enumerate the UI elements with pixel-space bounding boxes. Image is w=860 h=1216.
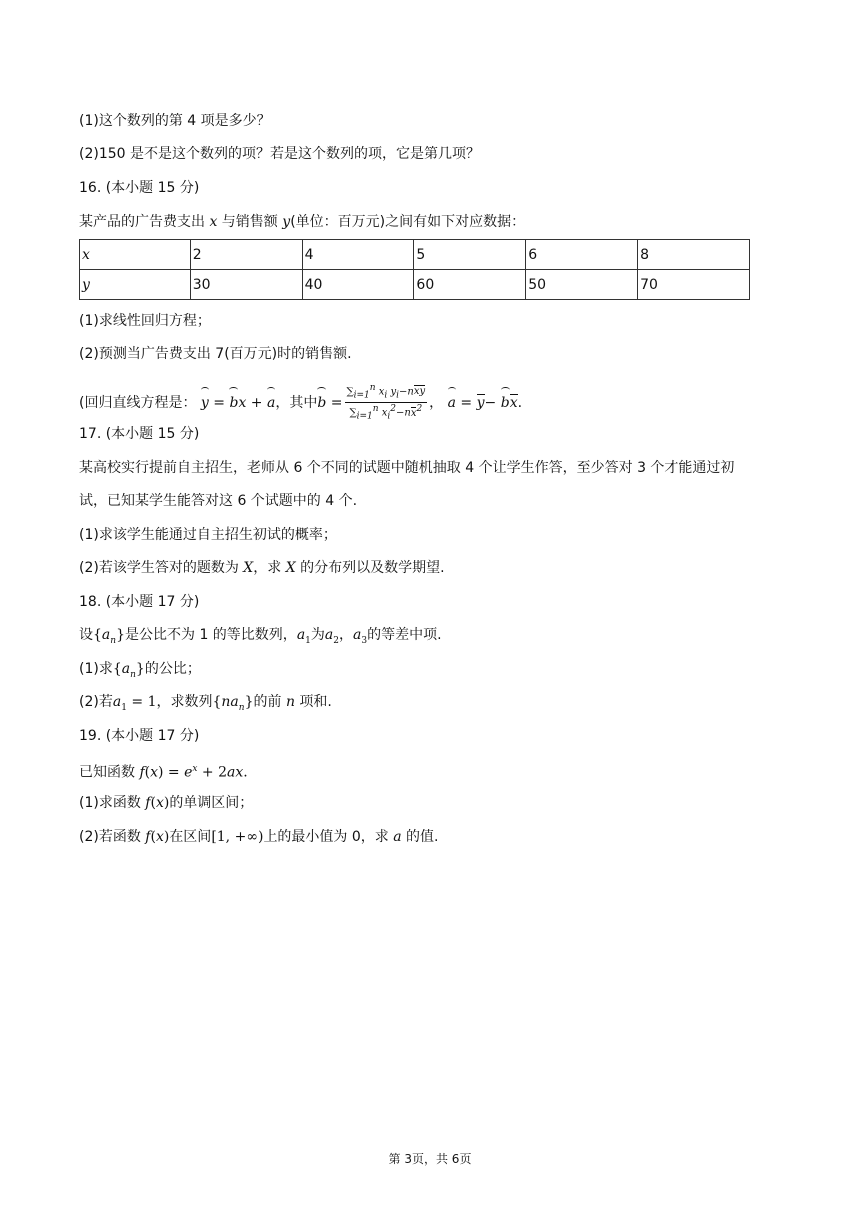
table-cell: 40 [302, 270, 414, 300]
table-row-x [80, 240, 750, 270]
q17-part2: (2)若该学生答对的题数为 X，求 X 的分布列以及数学期望. [79, 560, 445, 576]
table-cell: 6 [526, 240, 638, 270]
table-cell: 70 [638, 270, 750, 300]
table-cell: 30 [190, 270, 302, 300]
q16-part1: (1)求线性回归方程； [79, 313, 211, 329]
q17-header: 17. (本小题 15 分) [79, 426, 200, 442]
q15-part1: (1)这个数列的第 4 项是多少？ [79, 113, 271, 129]
q18-part1: (1)求$\{a_n\}$的公比； [79, 661, 201, 680]
page-number: 第 3页，共 6页 [388, 1152, 472, 1166]
q15-part2: (2)150 是不是这个数列的项？若是这个数列的项，它是第几项？ [79, 146, 481, 162]
q16-header: 16. (本小题 15 分) [79, 180, 200, 196]
q17-part1: (1)求该学生能通过自主招生初试的概率； [79, 527, 337, 543]
q19-part2: (2)若函数 f(x)在区间[1, +∞)上的最小值为 0，求 a 的值. [79, 829, 439, 845]
table-cell: 5 [414, 240, 526, 270]
table-cell: 4 [302, 240, 414, 270]
data-table [79, 239, 750, 300]
q17-line1: 某高校实行提前自主招生，老师从 6 个不同的试题中随机抽取 4 个让学生作答，至少答对 3 个才能通过初 [79, 460, 735, 476]
table-cell: 8 [638, 240, 750, 270]
table-row-y [80, 270, 750, 300]
q19-part1: (1)求函数 f(x)的单调区间； [79, 795, 254, 811]
table-cell: y [80, 270, 191, 300]
q19-header: 19. (本小题 17 分) [79, 728, 200, 744]
q18-intro: 设$\{a_n\}$是公比不为 1 的等比数列，$a_1$为$a_2$，$a_3$的等差中项. [79, 627, 442, 646]
q16-intro: 某产品的广告费支出 x 与销售额 y(单位：百万元)之间有如下对应数据： [79, 214, 526, 230]
table-cell: x [80, 240, 191, 270]
q16-part2: (2)预测当广告费支出 7(百万元)时的销售额. [79, 346, 352, 362]
table-cell: 60 [414, 270, 526, 300]
q19-intro: 已知函数 $f(x) = e^x + 2ax$. [79, 764, 248, 781]
q18-header: 18. (本小题 17 分) [79, 594, 200, 610]
q17-line2: 试，已知某学生能答对这 6 个试题中的 4 个. [79, 493, 358, 509]
table-cell: 50 [526, 270, 638, 300]
table-cell: 2 [190, 240, 302, 270]
q18-part2: (2)若$a_1 = 1$，求数列$\{na_n\}$的前 n 项和. [79, 694, 332, 713]
q16-hint-formula: (回归直线方程是： y = bx + a，其中b = $\frac{\sum_{i=1}^n x_i y_i-nxy}{\sum_{i=1}^n x_i^2-nx^2}$ ， a = y− bx. [79, 383, 523, 422]
regression-fraction: $\frac{\sum_{i=1}^n x_i y_i-nxy}{\sum_{i=1}^n x_i^2-nx^2}$ [346, 383, 426, 422]
